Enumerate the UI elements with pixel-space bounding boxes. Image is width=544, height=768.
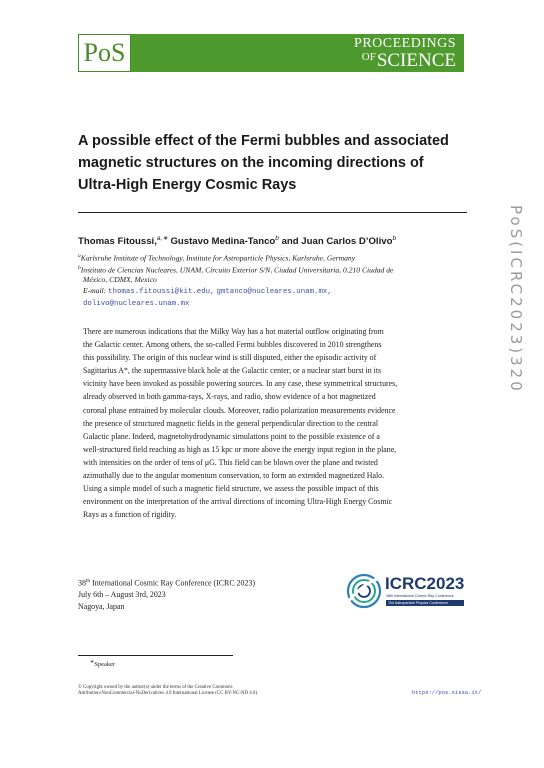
- logo-line1: PROCEEDINGS: [354, 36, 456, 51]
- email-link-3[interactable]: dolivo@nucleares.unam.mx: [83, 300, 190, 308]
- author-2: Gustavo Medina-Tanco: [167, 236, 276, 248]
- author-3: and Juan Carlos D’Olivo: [278, 236, 393, 248]
- icrc-logo-sub1: 38th International Cosmic Ray Conference: [386, 594, 454, 598]
- title-rule: [78, 212, 467, 213]
- author-1: Thomas Fitoussi,: [78, 236, 157, 248]
- abstract-line: already observed in both gamma-rays, X-rays, and radio, show evidence of a hot magnetized: [83, 392, 376, 402]
- abstract-line: azimuthally due to the angular momentum conservation, to form an extended magnetized Halo.: [83, 471, 385, 481]
- pos-band: [131, 34, 464, 72]
- icrc-logo-text: ICRC2023: [385, 574, 465, 593]
- affiliation-a: $^a$Karlsruhe Institute of Technology, Institute for Astroparticle Physics, Karlsruhe, Germany: [78, 253, 356, 263]
- copyright-line-1: © Copyright owned by the author(s) under the terms of the Creative Commons: [78, 685, 233, 690]
- pos-url-link[interactable]: https://pos.sissa.it/: [412, 689, 482, 696]
- email-link-1[interactable]: thomas.fitoussi@kit.edu,: [108, 288, 215, 296]
- abstract-line: well-structured field reaching as high as 15 kpc or more above the energy input region in the plane,: [83, 444, 397, 454]
- icrc-logo-sub2: The Astroparticle Physics Conference: [388, 601, 448, 605]
- abstract-line: with intensities on the order of tens of μG. This field can be blown over the plane and twisted: [83, 457, 378, 467]
- footnote-rule: [78, 655, 233, 656]
- abstract: [83, 325, 461, 521]
- title-line-3: Ultra-High Energy Cosmic Rays: [78, 177, 297, 193]
- copyright-notice: [78, 685, 258, 698]
- abstract-line: vicinity have been invoked as possible powering sources. In any case, these symmetrical structures,: [83, 379, 398, 389]
- logo-line2: $^{OF}$SCIENCE: [361, 50, 456, 71]
- email-block: [83, 286, 332, 296]
- conference-place: Nagoya, Japan: [78, 601, 125, 611]
- conference-name: 38th International Cosmic Ray Conference (ICRC 2023): [78, 578, 255, 588]
- icrc2023-logo: [345, 572, 465, 612]
- copyright-line-2: Attribution-NonCommercial-NoDerivatives 4.0 International License (CC BY-NC-ND 4.0).: [78, 691, 259, 697]
- side-identifier: [505, 205, 525, 465]
- abstract-line: this possibility. The origin of this nuclear wind is still disputed, either the episodic activity of: [83, 353, 377, 363]
- abstract-line: coronal phase entrained by molecular clouds. Moreover, radio polarization measurements evidence: [83, 405, 396, 415]
- conference-dates: July 6th – August 3rd, 2023: [78, 590, 166, 600]
- affiliation-b-cont: México, CDMX, Mexico: [83, 275, 157, 284]
- affiliation-b: $^b$Instituto de Ciencias Nucleares, UNAM, Circuito Exterior S/N, Ciudad Universitaria, 0.210 Ciudad de: [78, 265, 394, 275]
- title-line-1: A possible effect of the Fermi bubbles and associated: [78, 133, 449, 149]
- title-line-2: magnetic structures on the incoming directions of: [78, 155, 424, 171]
- pos-mark: PoS: [78, 34, 131, 72]
- footnote: ∗Speaker: [90, 660, 116, 669]
- icrc-logo-band: [386, 600, 464, 606]
- conference-info: [78, 576, 255, 612]
- abstract-line: the Galactic center. Among others, the so-called Fermi bubbles discovered in 2010 strengthens: [83, 340, 382, 350]
- side-id-text: PoS(ICRC2023)320: [507, 205, 525, 394]
- abstract-line: Galactic plane. Indeed, magnetohydrodynamic simulations point to the possible existence of a: [83, 431, 380, 441]
- author-list: Thomas Fitoussi,$^{a,∗}$ Gustavo Medina-Tanco$^b$ and Juan Carlos D’Olivo$^b$: [78, 235, 397, 248]
- proceedings-of-science-logo: [78, 34, 464, 72]
- abstract-line: the presence of structured magnetic fields in the general perpendicular direction to the central: [83, 418, 379, 428]
- email-link-2[interactable]: gmtanco@nucleares.unam.mx,: [216, 288, 332, 296]
- email-label: E-mail:: [83, 286, 107, 295]
- abstract-line: Rays as a function of rigidity.: [83, 510, 177, 520]
- abstract-line: environment on the interpretation of the arrival directions of incoming Ultra-High Energy Cosmic: [83, 497, 393, 507]
- abstract-line: Using a simple model of such a magnetic field structure, we assess the possible impact of this: [83, 484, 379, 494]
- email-block-2: [83, 298, 189, 308]
- abstract-line: There are numerous indications that the Milky Way has a hot material outflow originating from: [83, 327, 384, 336]
- paper-title: [78, 130, 478, 196]
- abstract-line: Sagittarius A*, the supermassive black hole at the Galactic center, or a nuclear start burst in its: [83, 366, 382, 376]
